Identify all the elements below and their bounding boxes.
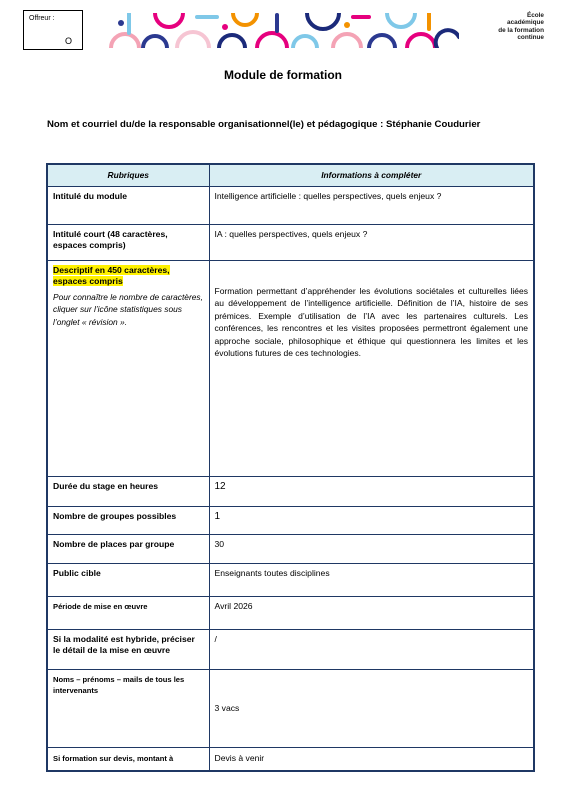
row-value[interactable]: /	[209, 629, 534, 669]
table-row	[47, 506, 534, 534]
header-rubriques: Rubriques	[47, 164, 209, 186]
row-value[interactable]: 1	[209, 506, 534, 534]
row-value[interactable]: 12	[209, 476, 534, 506]
table-header-row	[47, 164, 534, 186]
table-row	[47, 669, 534, 747]
row-value[interactable]: Avril 2026	[209, 596, 534, 629]
table-row	[47, 186, 534, 224]
school-line-2: académique	[507, 19, 544, 27]
row-label: Période de mise en œuvre	[47, 596, 209, 629]
row-label: Intitulé du module	[47, 186, 209, 224]
descriptif-label-cell	[47, 260, 209, 476]
school-line-4: continue	[517, 34, 544, 42]
row-label: Nombre de groupes possibles	[47, 506, 209, 534]
descriptif-value-cell[interactable]	[209, 260, 534, 476]
header-informations: Informations à compléter	[209, 164, 534, 186]
row-value[interactable]: Intelligence artificielle : quelles perspectives, quels enjeux ?	[209, 186, 534, 224]
school-line-1: École	[526, 12, 544, 19]
row-label: Noms – prénoms – mails de tous les intervenants	[47, 669, 209, 747]
table-row	[47, 563, 534, 596]
offreur-value: O	[64, 36, 72, 46]
form-table	[46, 163, 535, 772]
descriptif-note: Pour connaître le nombre de caractères, cliquer sur l’icône statistiques sous l’onglet « révision ».	[53, 291, 203, 327]
row-value[interactable]: Devis à venir	[209, 747, 534, 771]
row-label: Si la modalité est hybride, préciser le détail de la mise en œuvre	[47, 629, 209, 669]
descriptif-label: Descriptif en 450 caractères, espaces compris	[53, 264, 170, 286]
row-label: Si formation sur devis, montant à	[47, 747, 209, 771]
page-title: Module de formation	[224, 68, 342, 82]
row-value[interactable]: 3 vacs	[209, 669, 534, 747]
row-value[interactable]: IA : quelles perspectives, quels enjeux ?	[209, 224, 534, 260]
row-value[interactable]: 30	[209, 534, 534, 563]
table-row	[47, 476, 534, 506]
row-label: Nombre de places par groupe	[47, 534, 209, 563]
decorative-banner	[107, 13, 459, 48]
responsable-line: Nom et courriel du/de la responsable organisationnel(le) et pédagogique : Stéphanie Coudurier	[47, 119, 481, 130]
table-row-descriptif	[47, 260, 534, 476]
offreur-label: Offreur :	[29, 15, 55, 22]
school-logo-text	[498, 12, 544, 42]
row-value[interactable]: Enseignants toutes disciplines	[209, 563, 534, 596]
offreur-box	[23, 10, 83, 50]
table-row	[47, 224, 534, 260]
row-label: Public cible	[47, 563, 209, 596]
table-row	[47, 747, 534, 771]
school-line-3: de la formation	[498, 26, 544, 34]
row-label: Durée du stage en heures	[47, 476, 209, 506]
row-label: Intitulé court (48 caractères, espaces compris)	[47, 224, 209, 260]
table-row	[47, 534, 534, 563]
table-row	[47, 629, 534, 669]
table-row	[47, 596, 534, 629]
descriptif-value: Formation permettant d’appréhender les évolutions sociétales et culturelles liées au développement de l’intelligence artificielle. Définition de l’IA, histoire de ses prémices. Exemple d’utilisation de l’IA avec les partenaires culturels. Les conférences, les rencontres et les visites proposées permettront également une approche sociale, philosophique et éthique qui questionnera les limites et les évolutions futures de ces technologies.	[214, 285, 528, 359]
